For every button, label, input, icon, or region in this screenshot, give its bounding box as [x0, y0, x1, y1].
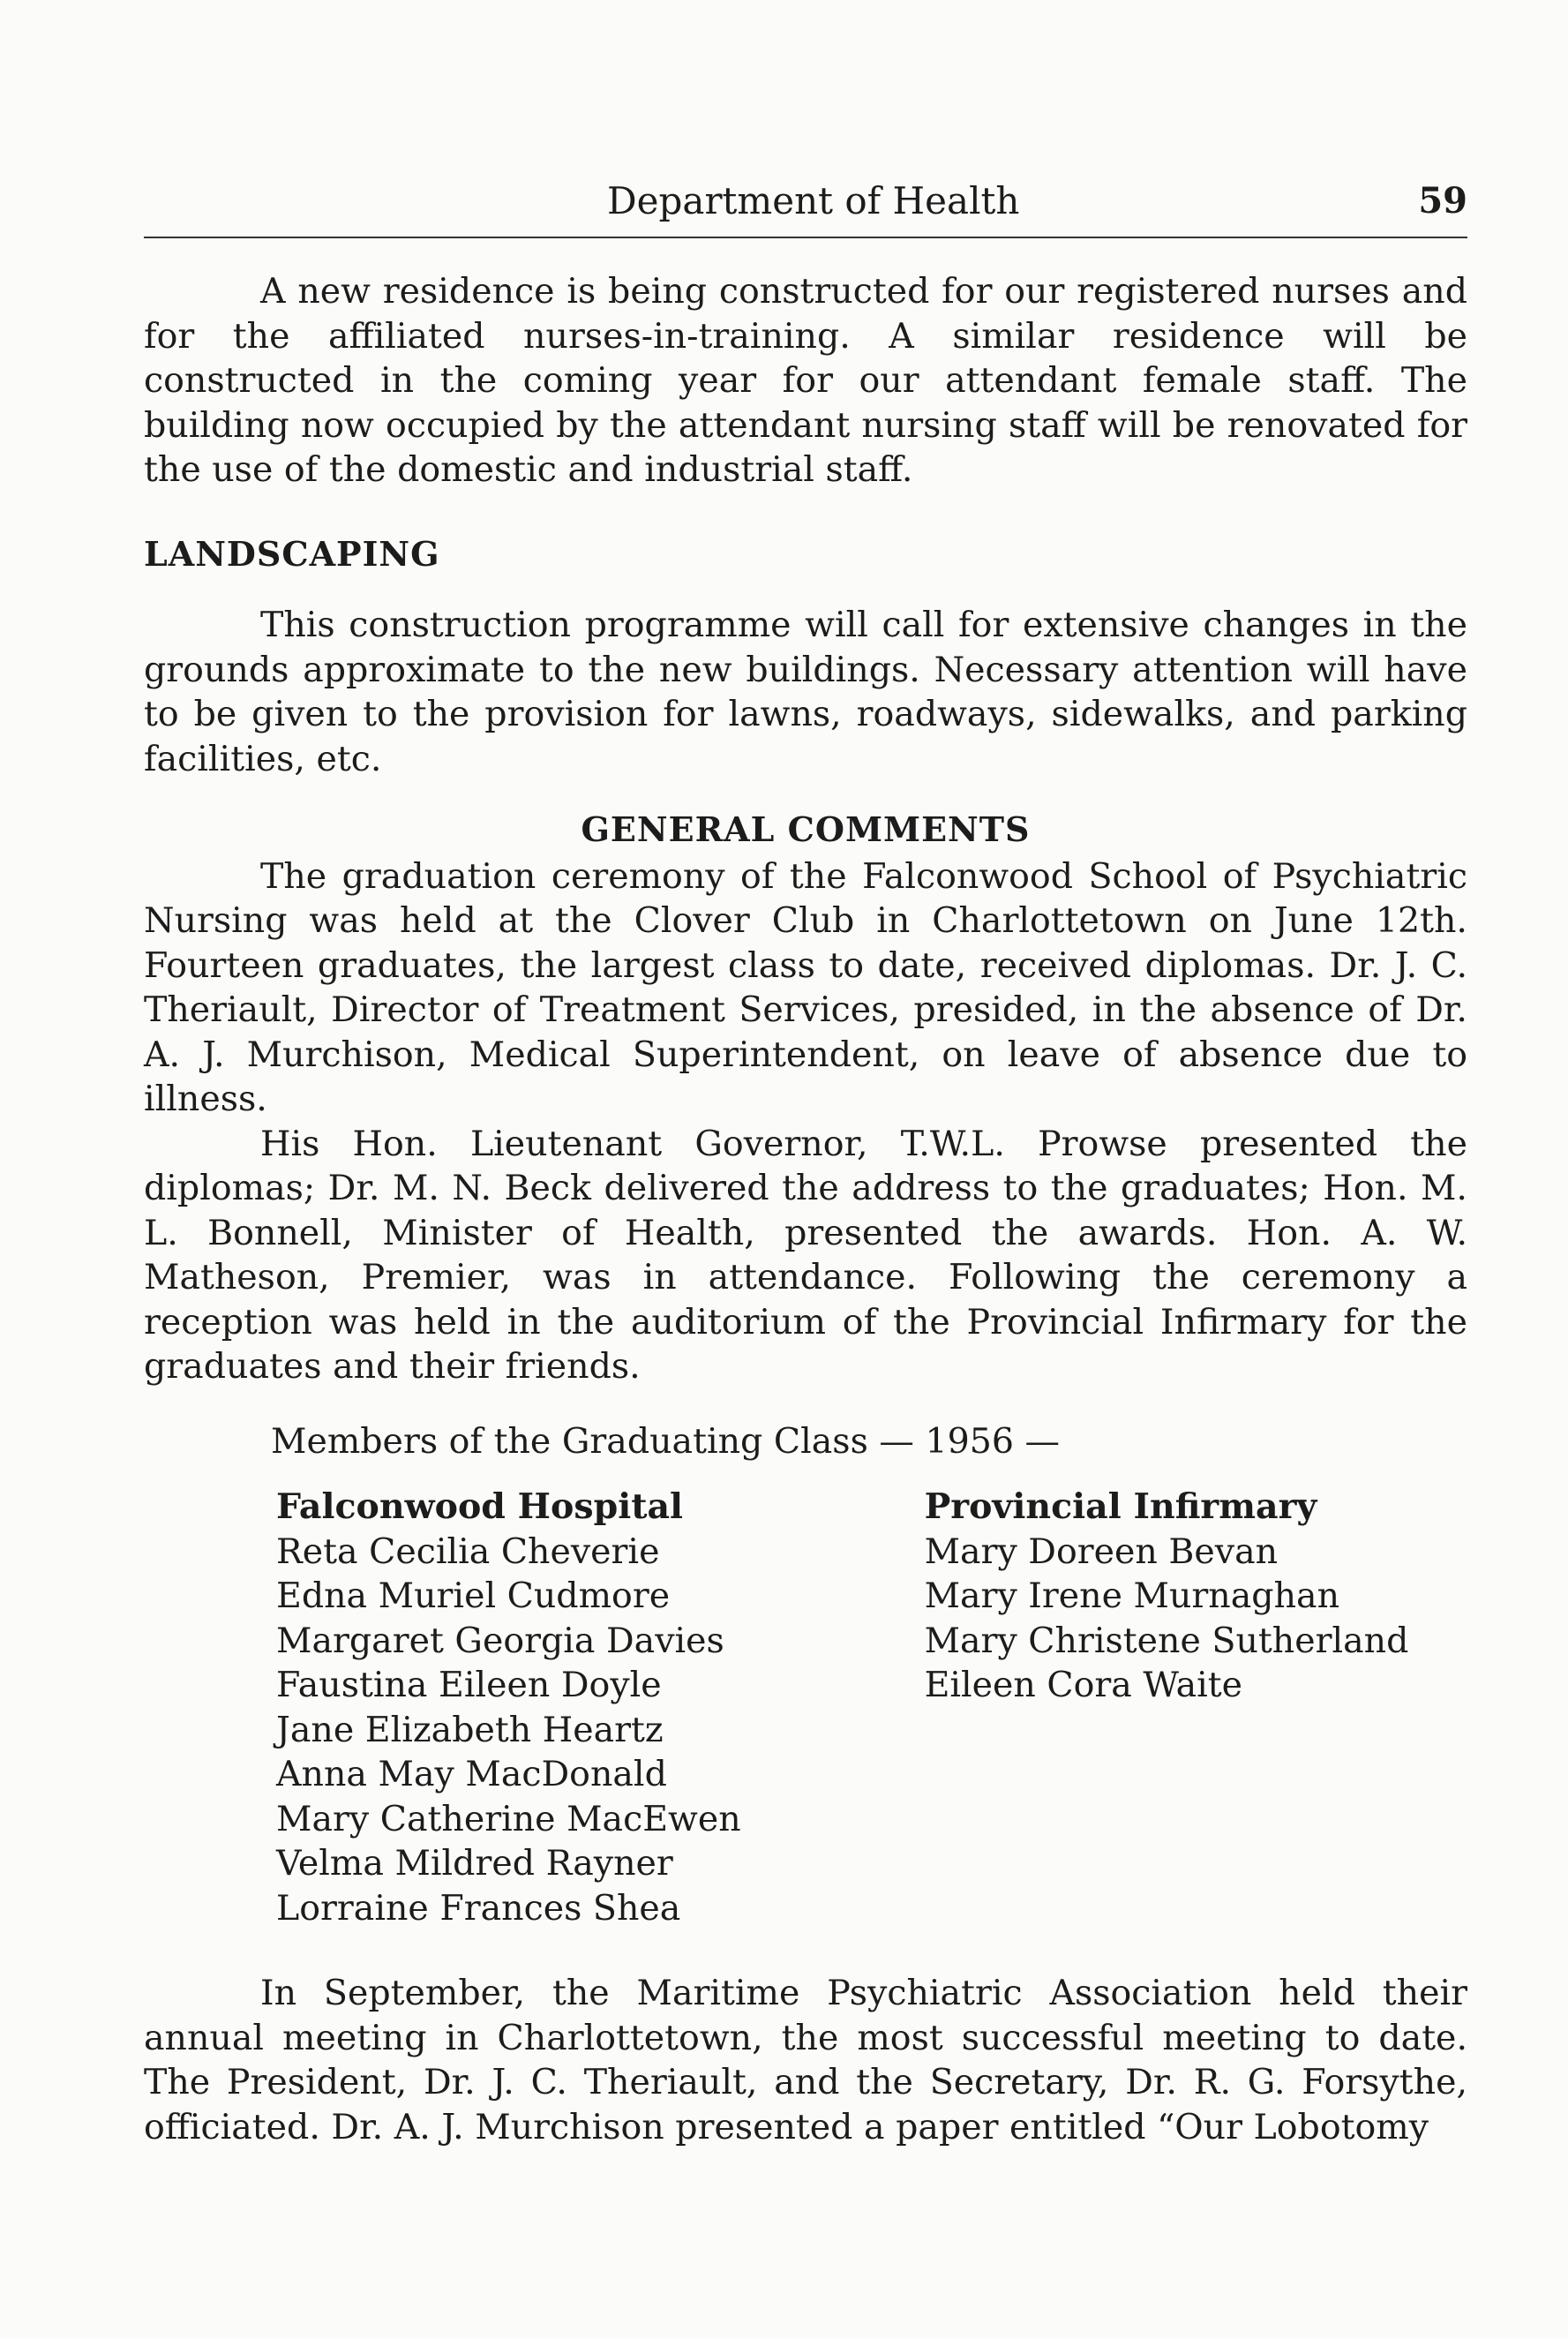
heading-landscaping: LANDSCAPING [144, 533, 440, 574]
list-item: Velma Mildred Rayner [276, 1843, 673, 1884]
running-header [144, 173, 1467, 226]
falconwood-heading: Falconwood Hospital [276, 1486, 684, 1527]
list-item: Mary Catherine MacEwen [276, 1798, 741, 1839]
list-item: Lorraine Frances Shea [276, 1887, 681, 1929]
falconwood-members [276, 1530, 925, 1931]
list-item: Jane Elizabeth Heartz [276, 1709, 664, 1750]
list-item: Edna Muriel Cudmore [276, 1576, 671, 1616]
paragraph-graduation: The graduation ceremony of the Falconwood School of Psychiatric Nursing was held at the Clover Club in Charlottetown on June 12th. Fourteen graduates, the largest class to date, received diplomas. Dr. J. C. Theriault, Director of Treatment Services, presided, in the absence of Dr. A. J. Murchison, Medical Superintendent, on leave of absence due to illness. [144, 855, 1467, 1119]
paragraph-landscaping: This construction programme will call for extensive changes in the grounds approximate to the new buildings. Necessary attention will have to be given to the provision for lawns, roadways, sidewalks, and parking facilities, etc. [144, 605, 1467, 779]
graduating-class-heading: Members of the Graduating Class — 1956 — [271, 1420, 1061, 1462]
page-number: 59 [1418, 180, 1467, 222]
list-item: Mary Doreen Bevan [924, 1531, 1279, 1572]
header-title: Department of Health [607, 179, 1020, 222]
infirmary-members [925, 1530, 1467, 1708]
graduating-class-lists [276, 1485, 1467, 1930]
list-item: Reta Cecilia Cheverie [276, 1531, 660, 1572]
infirmary-column [925, 1485, 1467, 1930]
header-rule [144, 237, 1467, 238]
list-item: Anna May MacDonald [276, 1754, 667, 1794]
falconwood-column [276, 1485, 925, 1930]
paragraph-residence: A new residence is being constructed for our registered nurses and for the affiliated nurses-in-training. A similar residence will be constructed in the coming year for our attendant female staff. The building now occupied by the attendant nursing staff will be renovated for the use of the domestic and industrial staff. [144, 271, 1467, 490]
list-item: Eileen Cora Waite [924, 1665, 1242, 1705]
list-item: Mary Christene Sutherland [924, 1620, 1409, 1661]
list-item: Faustina Eileen Doyle [276, 1665, 662, 1705]
page-body [144, 269, 1467, 2149]
infirmary-heading: Provincial Infirmary [924, 1486, 1317, 1527]
paragraph-september: In September, the Maritime Psychiatric Association held their annual meeting in Charlottetown, the most successful meeting to date. The President, Dr. J. C. Theriault, and the Secretary, Dr. R. G. Forsythe, officiated. Dr. A. J. Murchison presented a paper entitled “Our Lobotomy [144, 1973, 1467, 2147]
list-item: Margaret Georgia Davies [276, 1620, 724, 1661]
paragraph-diplomas: His Hon. Lieutenant Governor, T.W.L. Prowse presented the diplomas; Dr. M. N. Beck delivered the address to the graduates; Hon. M. L. Bonnell, Minister of Health, presented the awards. Hon. A. W. Matheson, Premier, was in attendance. Following the ceremony a reception was held in the auditorium of the Provincial Infirmary for the graduates and their friends. [144, 1123, 1467, 1387]
heading-general-comments: GENERAL COMMENTS [581, 809, 1031, 849]
list-item: Mary Irene Murnaghan [924, 1576, 1340, 1616]
